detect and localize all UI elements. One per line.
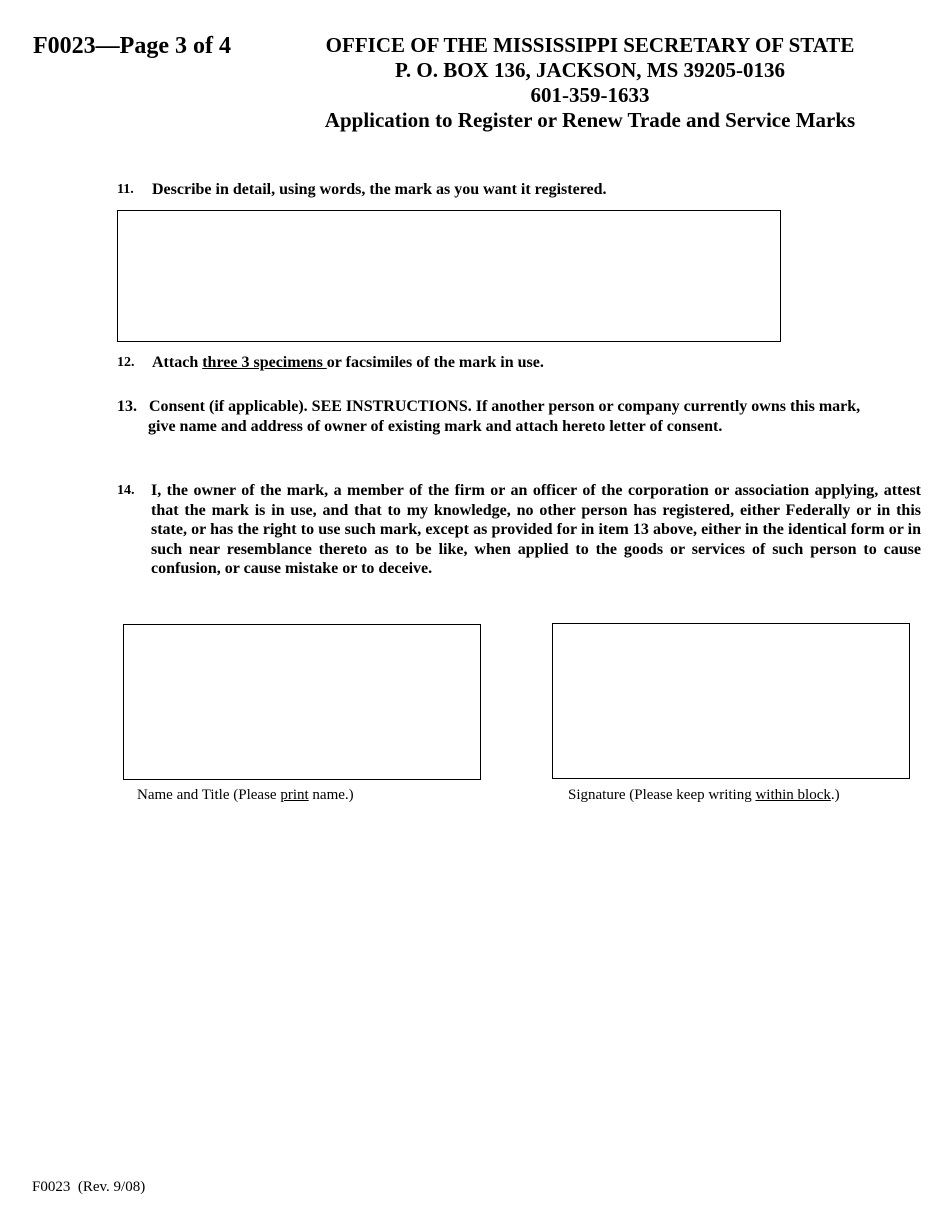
- item-12-text-post: or facsimiles of the mark in use.: [326, 354, 544, 371]
- item-13-line-1: Consent (if applicable). SEE INSTRUCTIONS. If another person or company currently owns this mark,: [149, 398, 861, 415]
- item-12-number: 12.: [117, 355, 135, 370]
- form-revision-footer: F0023 (Rev. 9/08): [32, 1179, 146, 1195]
- item-12-specimens: three 3 specimens: [202, 354, 327, 371]
- signature-caption-pre: Signature (Please keep writing: [568, 787, 756, 803]
- signature-caption: [568, 787, 840, 804]
- item-12-text: [152, 353, 544, 373]
- item-14-attestation: I, the owner of the mark, a member of the firm or an officer of the corporation or association applying, attest that the mark is in use, and that to my knowledge, no other person has registered, either Federally or in this state, or has the right to use such mark, except as provided for in item 13 above, either in the identical form or in such near resemblance thereto as to be like, when applied to the goods or services of such person to cause confusion, or cause mistake or to deceive.: [151, 482, 921, 577]
- header-address: P. O. BOX 136, JACKSON, MS 39205-0136: [394, 58, 786, 82]
- item-11-prompt: Describe in detail, using words, the mark as you want it registered.: [152, 181, 607, 198]
- signature-caption-within-block: within block: [755, 787, 831, 803]
- signature-caption-post: .): [830, 787, 840, 803]
- name-caption-post: name.): [308, 787, 354, 803]
- item-13-number: 13.: [117, 398, 137, 415]
- name-caption-pre: Name and Title (Please: [137, 787, 281, 803]
- header-form-title: Application to Register or Renew Trade and Service Marks: [324, 108, 856, 132]
- item-14: [117, 481, 927, 579]
- item-14-number: 14.: [117, 483, 135, 498]
- item-12-text-pre: Attach: [152, 354, 203, 371]
- name-title-caption: [137, 787, 354, 804]
- name-title-box[interactable]: [123, 624, 481, 780]
- item-13: [117, 397, 937, 439]
- header-phone: 601-359-1633: [530, 83, 650, 107]
- office-header: [300, 33, 880, 133]
- form-page-id: F0023—Page 3 of 4: [33, 33, 231, 59]
- header-office-name: OFFICE OF THE MISSISSIPPI SECRETARY OF STATE: [325, 33, 855, 57]
- name-caption-print: print: [280, 787, 309, 803]
- item-11-number: 11.: [117, 182, 134, 197]
- signature-box[interactable]: [552, 623, 910, 779]
- item-13-line-2: give name and address of owner of existing mark and attach hereto letter of consent.: [148, 417, 723, 435]
- mark-description-box[interactable]: [117, 210, 781, 342]
